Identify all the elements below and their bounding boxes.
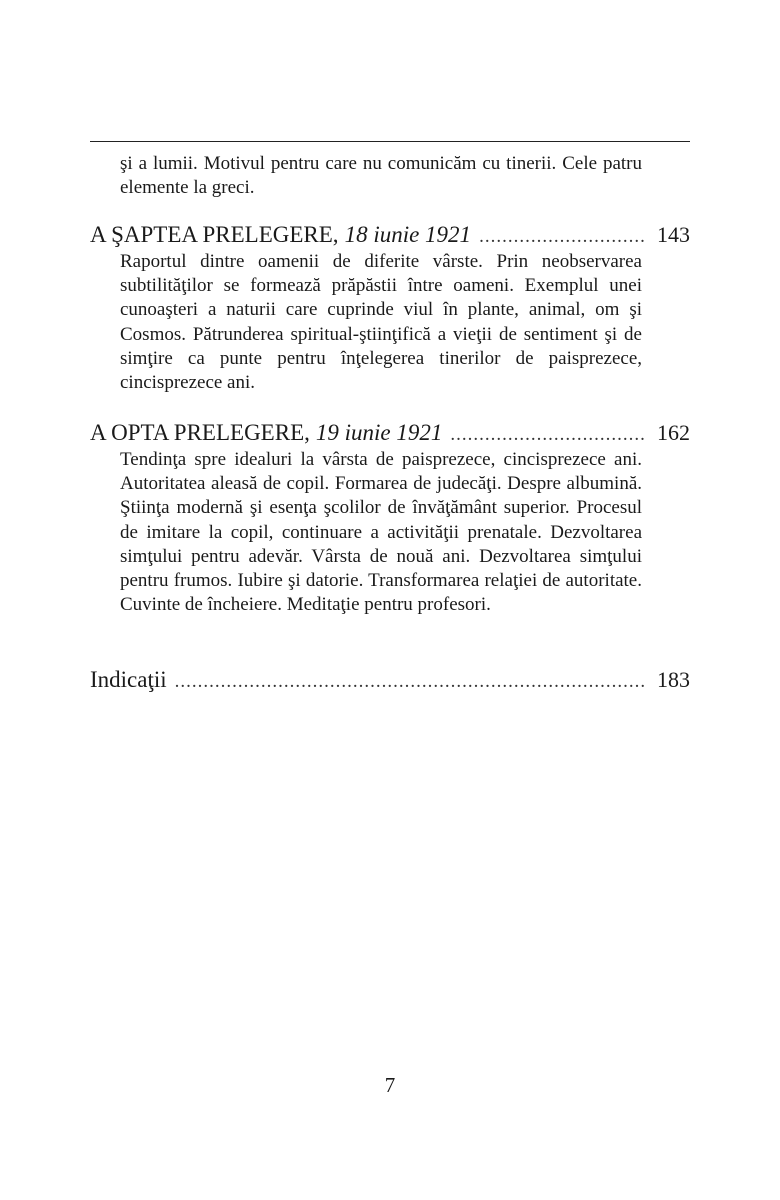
toc-entry-lecture-7[interactable]	[90, 222, 690, 248]
entry-title: Indicaţii	[90, 667, 167, 692]
entry-page-number: 162	[657, 420, 690, 445]
dot-leader	[175, 671, 647, 693]
entry-summary: Tendinţa spre idealuri la vârsta de paisprezece, cincisprezece ani. Autoritatea aleasă de copil. Formarea de judecăţi. Despre albumină. Ştiinţa modernă şi esenţa şcolilor de învăţământ superior. Procesul de imitare la copil, continuare a activităţii prenatale. Dezvoltarea simţului pentru adevăr. Vârsta de nouă ani. Dezvoltarea simţului pentru frumos. Iubire şi datorie. Transformarea relaţiei de autoritate. Cuvinte de încheiere. Meditaţie pentru profesori.	[120, 449, 642, 616]
header-rule	[90, 141, 690, 142]
continuation-summary: şi a lumii. Motivul pentru care nu comunicăm cu tinerii. Cele patru elemente la greci.	[120, 153, 642, 199]
page-number: 7	[384, 1073, 396, 1097]
toc-entry-lecture-8[interactable]	[90, 420, 690, 446]
entry-page-number: 183	[657, 667, 690, 692]
dot-leader	[450, 424, 647, 446]
toc-entry-notes[interactable]	[90, 667, 690, 693]
entry-title: A ŞAPTEA PRELEGERE,	[90, 222, 339, 247]
entry-date: 19 iunie 1921	[315, 420, 443, 445]
entry-summary: Raportul dintre oamenii de diferite vârste. Prin neobservarea subtilităţilor se formează prăpăstii între oameni. Exemplul unei cunoaşteri a naturii care cuprinde viul în plante, animal, om şi Cosmos. Pătrunderea spiritual-ştiinţifică a vieţii de sentiment şi de simţire ca punte pentru înţelegerea tinerilor de paisprezece, cincisprezece ani.	[120, 251, 642, 394]
entry-date: 18 iunie 1921	[344, 222, 472, 247]
dot-leader	[479, 226, 647, 248]
entry-title: A OPTA PRELEGERE,	[90, 420, 310, 445]
entry-page-number: 143	[657, 222, 690, 247]
